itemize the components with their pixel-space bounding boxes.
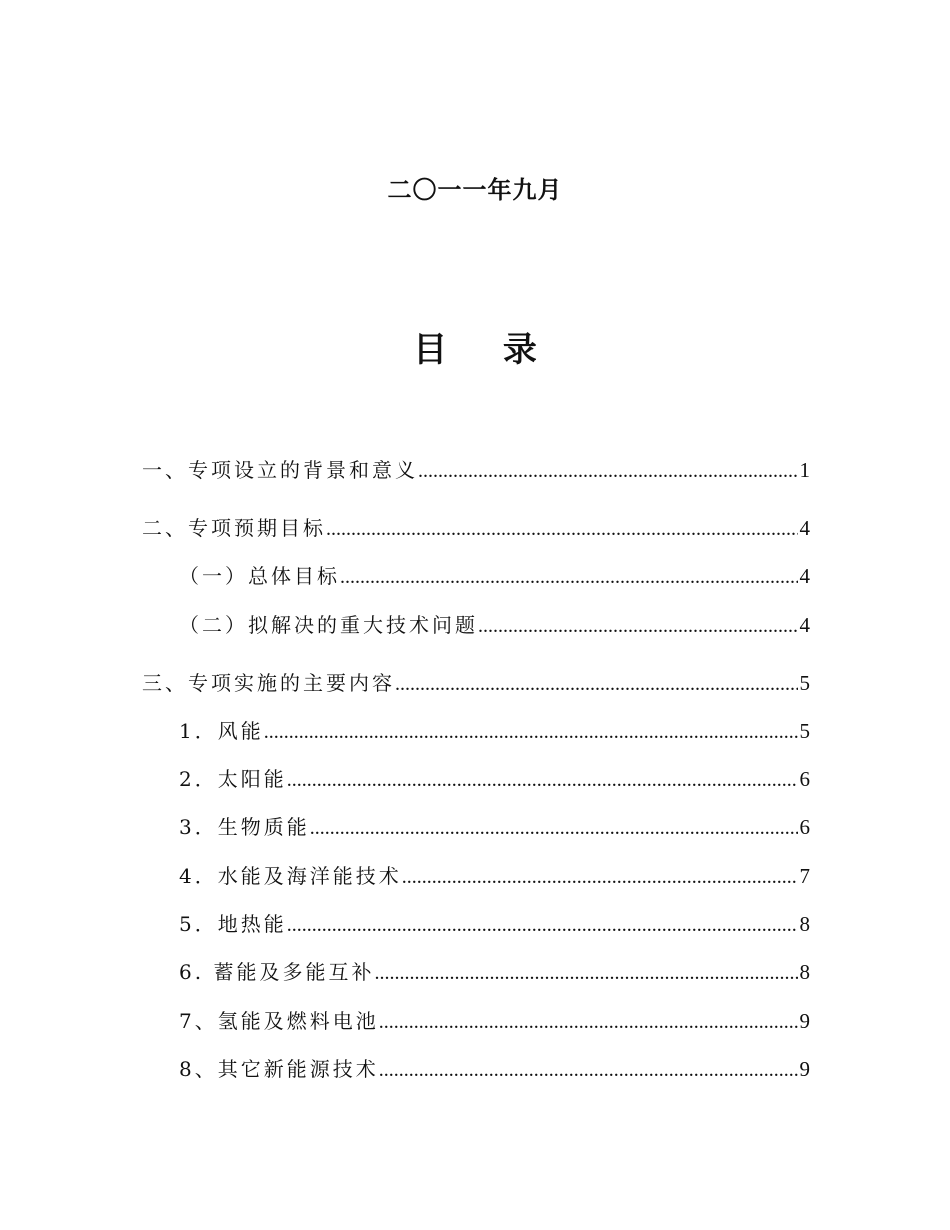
toc-dot-leader [374,955,797,991]
toc-entry-text: （一）总体目标 [179,564,340,588]
toc-page-number: 6 [799,815,810,839]
toc-page-number: 1 [799,458,810,482]
toc-dot-leader [402,859,798,895]
toc-page-number: 4 [799,516,810,540]
toc-entry-section-3-5[interactable] [179,906,810,942]
toc-entry-section-3[interactable] [142,665,810,701]
toc-entry-section-3-2[interactable] [179,761,810,797]
toc-entry-section-2-1[interactable] [179,558,810,594]
toc-entry-section-3-3[interactable] [179,809,810,845]
toc-entry-section-3-7[interactable] [179,1003,810,1039]
toc-title: 目 录 [413,330,559,370]
toc-page-number: 5 [799,719,810,743]
toc-entry-text: 7、氢能及燃料电池 [179,1009,379,1033]
toc-page-number: 9 [799,1057,810,1081]
toc-entry-text: 2．太阳能 [179,767,287,791]
toc-page-number: 9 [799,1009,810,1033]
toc-dot-leader [478,608,798,644]
toc-entry-text: 5．地热能 [179,912,287,936]
toc-entry-text: 3．生物质能 [179,815,310,839]
toc-dot-leader [287,762,798,798]
toc-entry-text: 6. 蓄能及多能互补 [179,960,375,984]
toc-entry-section-2-2[interactable] [179,607,810,643]
toc-page-number: 7 [799,864,810,888]
toc-page-number: 8 [799,912,810,936]
toc-dot-leader [326,511,798,547]
toc-page-number: 6 [799,767,810,791]
toc-page-number: 5 [799,671,810,695]
toc-entry-text: 8、其它新能源技术 [179,1057,379,1081]
toc-entry-section-1[interactable] [142,452,810,488]
toc-entry-section-3-1[interactable] [179,713,810,749]
toc-page-number: 8 [799,960,810,984]
toc-entry-text: 一、专项设立的背景和意义 [142,458,418,482]
toc-entry-text: （二）拟解决的重大技术问题 [179,613,478,637]
toc-page-number: 4 [799,564,810,588]
toc-entry-text: 二、专项预期目标 [142,516,326,540]
toc-dot-leader [340,559,798,595]
toc-page-number: 4 [799,613,810,637]
toc-dot-leader [287,907,798,943]
toc-entry-text: 三、专项实施的主要内容 [142,671,395,695]
toc-entry-text: 1．风能 [179,719,264,743]
toc-dot-leader [395,666,798,702]
toc-entry-section-3-6[interactable] [179,954,810,990]
toc-entry-text: 4．水能及海洋能技术 [179,864,402,888]
document-date: 二〇一一年九月 [387,176,563,204]
toc-entry-section-3-8[interactable] [179,1051,810,1087]
toc-entry-section-3-4[interactable] [179,858,810,894]
toc-dot-leader [418,453,798,489]
toc-dot-leader [379,1052,798,1088]
toc-dot-leader [310,810,798,846]
toc-dot-leader [379,1004,798,1040]
toc-entry-section-2[interactable] [142,510,810,546]
toc-dot-leader [264,714,798,750]
